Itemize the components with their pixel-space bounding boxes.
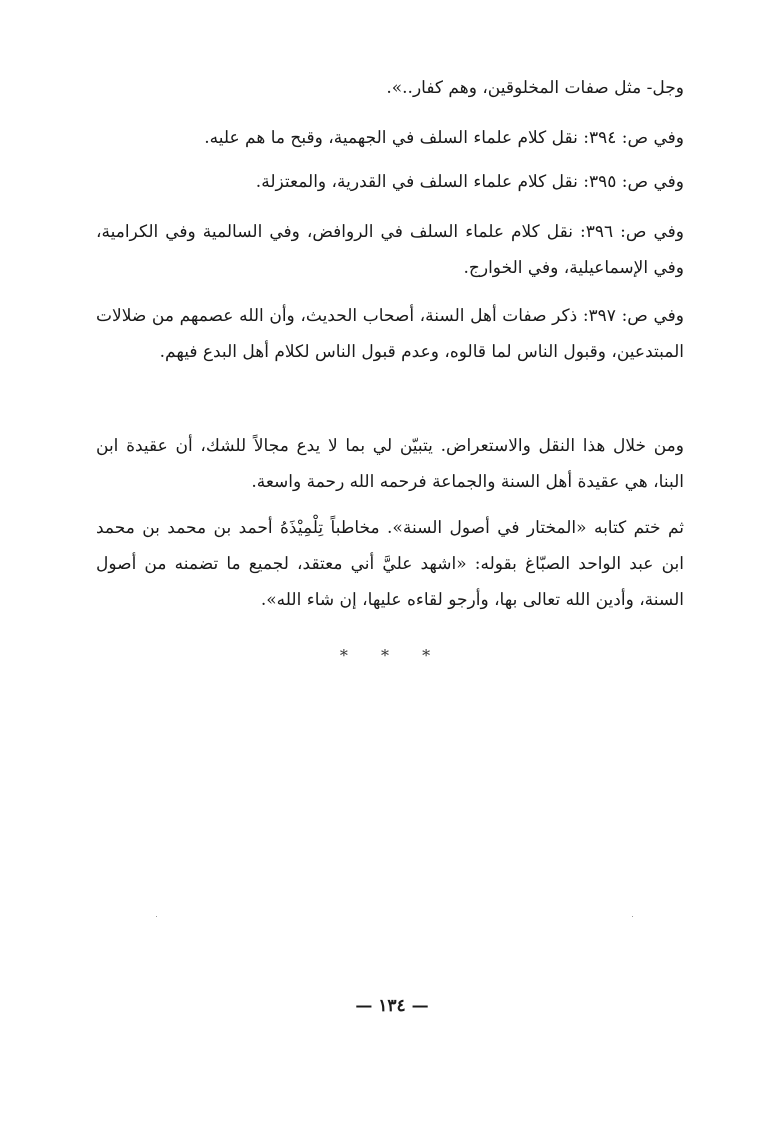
scan-speck-left (156, 916, 157, 917)
section-divider-ornament: * * * (339, 646, 445, 665)
paragraph-page-397: وفي ص: ٣٩٧: ذكر صفات أهل السنة، أصحاب الحديث، وأن الله عصمهم من ضلالات المبتدعين، وقبول الناس لما قالوه، وعدم قبول الناس لكلام أهل البدع فيهم. (96, 306, 684, 362)
paragraph-page-394: وفي ص: ٣٩٤: نقل كلام علماء السلف في الجهمية، وقبح ما هم عليه. (204, 128, 684, 148)
paragraph-quote-ending: وجل- مثل صفات المخلوقين، وهم كفار..». (386, 78, 684, 98)
paragraph-page-395: وفي ص: ٣٩٥: نقل كلام علماء السلف في القدرية، والمعتزلة. (255, 172, 684, 192)
page-number: — ١٣٤ — (355, 996, 429, 1016)
paragraph-page-396: وفي ص: ٣٩٦: نقل كلام علماء السلف في الروافض، وفي السالمية وفي الكرامية، وفي الإسماعيلية، وفي الخوارج. (96, 222, 684, 278)
paragraph-closing-quote: ثم ختم كتابه «المختار في أصول السنة». مخاطباً تِلْمِيْذَهُ أحمد بن محمد بن محمد ابن عبد الواحد الصبّاغ بقوله: «اشهد عليَّ أني معتقد، لجميع ما تضمنه من أصول السنة، وأدين الله تعالى بها، وأرجو لقاءه عليها، إن شاء الله». (96, 518, 684, 610)
scan-speck-right (632, 916, 633, 917)
paragraph-conclusion: ومن خلال هذا النقل والاستعراض. يتبيّن لي بما لا يدع مجالاً للشك، أن عقيدة ابن البنا، هي عقيدة أهل السنة والجماعة فرحمه الله رحمة واسعة. (96, 436, 684, 492)
